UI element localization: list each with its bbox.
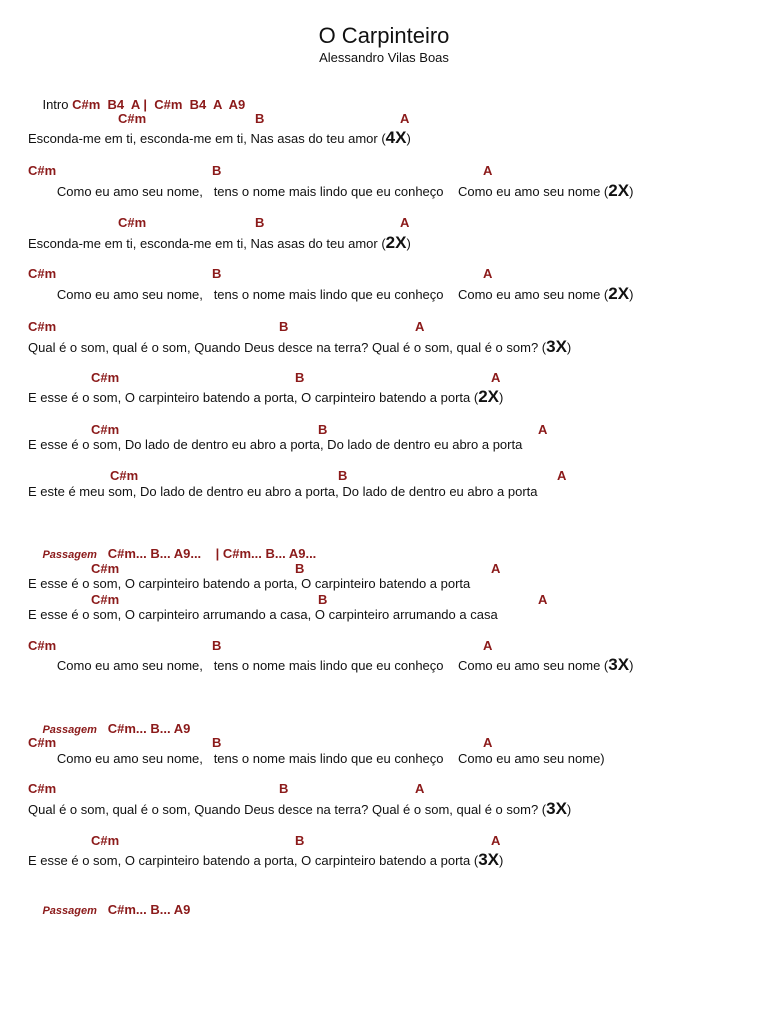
chord: C#m (118, 215, 147, 230)
passagem-label: Passagem (42, 549, 97, 561)
chord: C#m (91, 833, 120, 848)
passagem-chords: C#m... B... A9 (107, 902, 191, 917)
lyric-text: Como eu amo seu nome, tens o nome mais lindo que eu conheço Como eu amo seu nome ( (28, 287, 609, 302)
chord: B (295, 561, 305, 576)
lyric-close: ) (499, 390, 504, 405)
chord: B (279, 319, 289, 334)
chord: C#m (91, 422, 120, 437)
lyric-line (28, 389, 503, 406)
chord: A (400, 215, 410, 230)
lyric-line (28, 852, 503, 869)
passagem-label: Passagem (42, 724, 97, 736)
chord: C#m (91, 370, 120, 385)
lyric-line: E esse é o som, O carpinteiro arrumando a casa, O carpinteiro arrumando a casa (28, 607, 498, 622)
chord: A (491, 370, 501, 385)
chord: C#m (28, 319, 57, 334)
lyric-text: Qual é o som, qual é o som, Quando Deus desce na terra? Qual é o som, qual é o som? ( (28, 802, 547, 817)
lyric-line: E esse é o som, O carpinteiro batendo a porta, O carpinteiro batendo a porta (28, 576, 471, 591)
chord: A (415, 781, 425, 796)
chord: A (538, 592, 548, 607)
chord: B (279, 781, 289, 796)
chord: B (255, 111, 265, 126)
lyric-text: Qual é o som, qual é o som, Quando Deus desce na terra? Qual é o som, qual é o som? ( (28, 340, 547, 355)
chord: A (491, 561, 501, 576)
chord: C#m (28, 781, 57, 796)
chord: C#m (118, 111, 147, 126)
lyric-line (28, 235, 411, 252)
song-artist: Alessandro Vilas Boas (319, 50, 449, 65)
lyric-line (28, 183, 633, 200)
chord: A (483, 163, 493, 178)
chord: C#m (110, 468, 139, 483)
repeat-marker: 2X (608, 284, 630, 303)
chord: A (557, 468, 567, 483)
lyric-close: ) (629, 184, 634, 199)
chord: C#m (91, 592, 120, 607)
repeat-marker: 3X (546, 337, 567, 356)
chord: B (212, 638, 222, 653)
lyric-close: ) (629, 658, 634, 673)
chord: A (491, 833, 501, 848)
chord: B (338, 468, 348, 483)
lyric-line: Como eu amo seu nome, tens o nome mais lindo que eu conheço Como eu amo seu nome) (28, 751, 605, 766)
lyric-line: E este é meu som, Do lado de dentro eu abro a porta, Do lado de dentro eu abro a porta (28, 484, 538, 499)
lyric-line (28, 286, 633, 303)
lyric-close: ) (566, 802, 572, 817)
passagem-chords: C#m... B... A9 (107, 721, 191, 736)
chord: B (255, 215, 265, 230)
chord: C#m (28, 163, 57, 178)
chord: B (318, 422, 328, 437)
repeat-marker: 2X (385, 233, 407, 252)
song-title: O Carpinteiro (318, 23, 450, 48)
lyric-line (28, 339, 571, 356)
chord: B (318, 592, 328, 607)
chord: C#m (28, 638, 57, 653)
chord: C#m (28, 266, 57, 281)
lyric-text: E esse é o som, O carpinteiro batendo a porta, O carpinteiro batendo a porta ( (28, 853, 479, 868)
chord: B (295, 370, 305, 385)
lyric-text: Esconda-me em ti, esconda-me em ti, Nas asas do teu amor ( (28, 236, 386, 251)
lyric-line: E esse é o som, Do lado de dentro eu abro a porta, Do lado de dentro eu abro a porta (28, 437, 523, 452)
lyric-line (28, 657, 633, 674)
chord: B (295, 833, 305, 848)
passagem-chords: C#m... B... A9... | C#m... B... A9... (107, 546, 317, 561)
chord: A (415, 319, 425, 334)
intro-chords: C#m B4 A | C#m B4 A A9 (72, 97, 246, 112)
lyric-close: ) (566, 340, 572, 355)
passagem-line (28, 530, 316, 579)
chord: A (400, 111, 410, 126)
passagem-line (28, 886, 190, 935)
chord: A (538, 422, 548, 437)
chord: B (212, 163, 222, 178)
repeat-marker: 3X (546, 799, 567, 818)
lyric-line (28, 801, 571, 818)
repeat-marker: 3X (478, 850, 499, 869)
chord: B (212, 266, 222, 281)
repeat-marker: 2X (478, 387, 499, 406)
lyric-close: ) (406, 236, 411, 251)
repeat-marker: 4X (385, 128, 407, 147)
chord: A (483, 735, 493, 750)
lyric-text: Como eu amo seu nome, tens o nome mais lindo que eu conheço Como eu amo seu nome ( (28, 658, 609, 673)
lyric-text: E esse é o som, O carpinteiro batendo a porta, O carpinteiro batendo a porta ( (28, 390, 479, 405)
lyric-text: Esconda-me em ti, esconda-me em ti, Nas asas do teu amor ( (28, 131, 386, 146)
chord: B (212, 735, 222, 750)
passagem-label: Passagem (42, 905, 97, 917)
chord: A (483, 638, 493, 653)
chord: A (483, 266, 493, 281)
lyric-close: ) (499, 853, 504, 868)
lyric-text: Como eu amo seu nome, tens o nome mais lindo que eu conheço Como eu amo seu nome ( (28, 184, 609, 199)
lyric-line (28, 130, 411, 147)
chord: C#m (91, 561, 120, 576)
lyric-close: ) (629, 287, 634, 302)
lyric-close: ) (406, 131, 411, 146)
intro-label: Intro (42, 97, 69, 112)
chord: C#m (28, 735, 57, 750)
repeat-marker: 2X (608, 181, 630, 200)
repeat-marker: 3X (608, 655, 630, 674)
